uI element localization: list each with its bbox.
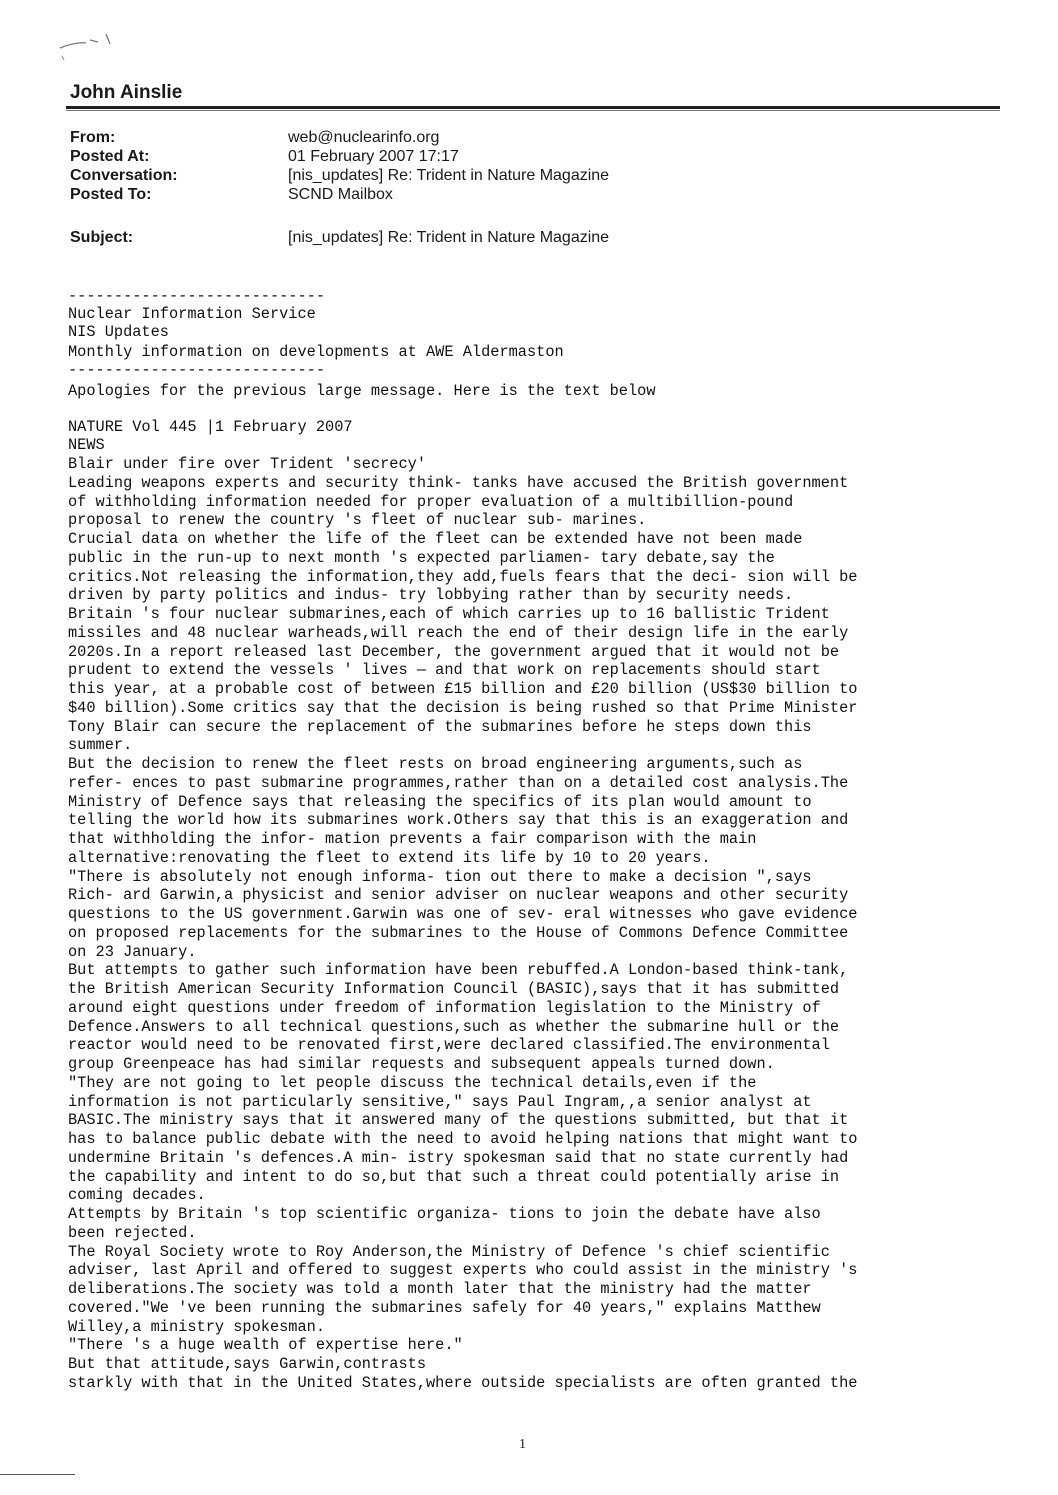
header-rule — [66, 106, 1000, 109]
banner-title: Nuclear Information Service — [68, 305, 316, 323]
article-line: "They are not going to let people discuss the technical details,even if the — [68, 1073, 757, 1092]
article-line: missiles and 48 nuclear warheads,will reach the end of their design life in the early — [68, 623, 849, 642]
header-value: [nis_updates] Re: Trident in Nature Magazine — [288, 167, 610, 184]
article-line: Britain 's four nuclear submarines,each of which carries up to 16 ballistic Trident — [68, 605, 830, 623]
article-line: 2020s.In a report released last December, the government argued that it would not be — [68, 642, 840, 661]
banner-rule-bottom: ---------------------------- — [68, 361, 326, 379]
article-line: alternative:renovating the fleet to extend its life by 10 to 20 years. — [68, 848, 711, 867]
article-line: questions to the US government.Garwin was one of sev- eral witnesses who gave evidence — [68, 905, 858, 923]
article-line: $40 billion).Some critics say that the decision is being rushed so that Prime Minister — [68, 698, 858, 717]
article-line: coming decades. — [68, 1186, 206, 1205]
article-line: "There 's a huge wealth of expertise here." — [68, 1336, 463, 1355]
article-section: NEWS — [68, 436, 105, 454]
article-line: Tony Blair can secure the replacement of the submarines before he steps down this — [68, 717, 812, 736]
article-line: on proposed replacements for the submarines to the House of Commons Defence Committee — [68, 923, 849, 942]
page-number: 1 — [519, 1437, 526, 1452]
article-line: information is not particularly sensitive," says Paul Ingram,,a senior analyst at — [68, 1092, 812, 1111]
header-label: From: — [70, 129, 116, 146]
article-line: Willey,a ministry spokesman. — [68, 1317, 326, 1336]
article-line: summer. — [68, 736, 133, 755]
header-value: 01 February 2007 17:17 — [288, 148, 459, 165]
banner-rule-top: ---------------------------- — [68, 287, 326, 305]
article-line: prudent to extend the vessels ' lives — and that work on replacements should start — [68, 661, 821, 680]
header-label: Posted At: — [70, 148, 150, 165]
article-line: deliberations.The society was told a month later that the ministry had the matter — [68, 1280, 812, 1298]
article-line: starkly with that in the United States,where outside specialists are often granted the — [68, 1373, 858, 1392]
mailbox-owner-name: John Ainslie — [70, 82, 183, 103]
footer-rule — [0, 1474, 75, 1475]
article-line: on 23 January. — [68, 942, 197, 961]
article-line: the capability and intent to do so,but that such a threat could potentially arise in — [68, 1167, 840, 1186]
scan-pen-mark — [56, 30, 126, 70]
article-line: "There is absolutely not enough informa- tion out there to make a decision ",says — [68, 867, 812, 886]
banner-subtitle: NIS Updates — [68, 323, 169, 341]
article-line: But attempts to gather such information have been rebuffed.A London-based think-tank, — [68, 961, 849, 980]
article-line: But the decision to renew the fleet rests on broad engineering arguments,such as — [68, 755, 803, 773]
banner-description: Monthly information on developments at AWE Aldermaston — [68, 343, 564, 361]
header-rule-thin — [66, 110, 1000, 111]
article-line: that withholding the infor- mation prevents a fair comparison with the main — [68, 830, 757, 848]
apology-line: Apologies for the previous large message. Here is the text below — [68, 382, 656, 400]
article-line: this year, at a probable cost of between £15 billion and £20 billion (US$30 billion to — [68, 680, 858, 698]
article-line: BASIC.The ministry says that it answered many of the questions submitted, but that it — [68, 1111, 849, 1130]
article-line: covered."We 've been running the submarines safely for 40 years," explains Matthew — [68, 1298, 821, 1317]
article-line: critics.Not releasing the information,they add,fuels fears that the deci- sion will be — [68, 567, 858, 586]
article-line: Defence.Answers to all technical questions,such as whether the submarine hull or the — [68, 1017, 840, 1036]
article-line: Attempts by Britain 's top scientific organiza- tions to join the debate have also — [68, 1205, 821, 1223]
article-line: around eight questions under freedom of information legislation to the Ministry of — [68, 998, 821, 1017]
article-line: of withholding information needed for proper evaluation of a multibillion-pound — [68, 492, 794, 511]
article-line: public in the run-up to next month 's expected parliamen- tary debate,say the — [68, 548, 775, 567]
article-line: driven by party politics and indus- try lobbying rather than by security needs. — [68, 586, 794, 605]
article-line: been rejected. — [68, 1223, 197, 1242]
header-value: SCND Mailbox — [288, 186, 393, 203]
article-line: Leading weapons experts and security think- tanks have accused the British government — [68, 473, 849, 492]
article-line: proposal to renew the country 's fleet of nuclear sub- marines. — [68, 511, 647, 530]
article-line: Rich- ard Garwin,a physicist and senior adviser on nuclear weapons and other security — [68, 886, 849, 905]
article-source: NATURE Vol 445 |1 February 2007 — [68, 418, 353, 436]
article-line: adviser, last April and offered to suggest experts who could assist in the ministry 's — [68, 1261, 858, 1280]
header-value: [nis_updates] Re: Trident in Nature Magazine — [288, 229, 610, 246]
article-line: telling the world how its submarines work.Others say that this is an exaggeration and — [68, 811, 849, 830]
header-label: Conversation: — [70, 167, 178, 184]
article-line: Crucial data on whether the life of the fleet can be extended have not been made — [68, 530, 803, 548]
article-line: refer- ences to past submarine programmes,rather than on a detailed cost analysis.The — [68, 773, 849, 792]
article-line: has to balance public debate with the need to avoid helping nations that might want to — [68, 1130, 858, 1148]
header-label: Subject: — [70, 229, 134, 246]
article-line: Ministry of Defence says that releasing the specifics of its plan would amount to — [68, 792, 812, 811]
article-line: reactor would need to be renovated first,were declared classified.The environmental — [68, 1036, 830, 1055]
article-line: Blair under fire over Trident 'secrecy' — [68, 455, 427, 473]
article-line: group Greenpeace has had similar requests and subsequent appeals turned down. — [68, 1055, 775, 1073]
article-line: undermine Britain 's defences.A min- istry spokesman said that no state currently had — [68, 1148, 849, 1167]
header-value: web@nuclearinfo.org — [288, 129, 440, 146]
article-line: But that attitude,says Garwin,contrasts — [68, 1355, 427, 1373]
article-line: the British American Security Information Council (BASIC),says that it has submitted — [68, 980, 840, 998]
header-label: Posted To: — [70, 186, 152, 203]
article-line: The Royal Society wrote to Roy Anderson,the Ministry of Defence 's chief scientific — [68, 1242, 830, 1261]
